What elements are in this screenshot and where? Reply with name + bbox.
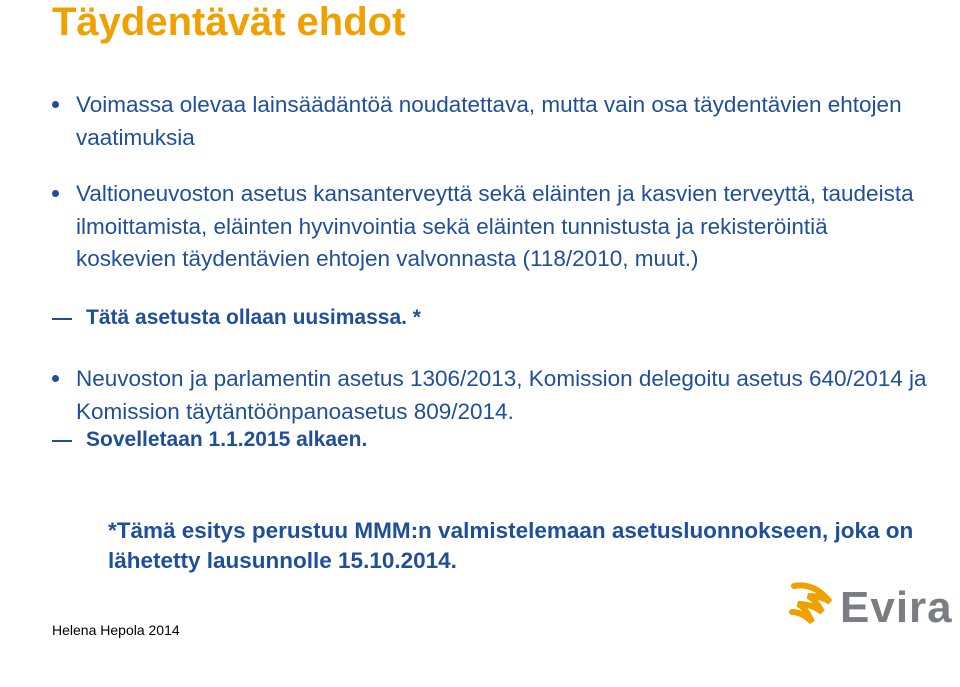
footer-author: Helena Hepola 2014: [52, 622, 180, 638]
sub-item-2: [52, 426, 872, 454]
bullet-1: [52, 89, 932, 154]
logo-wordmark: Evira: [840, 583, 953, 632]
sub-item-text: Sovelletaan 1.1.2015 alkaen.: [86, 428, 368, 451]
footnote-text: *Tämä esitys perustuu MMM:n valmistelemaan asetusluonnokseen, joka on lähetetty lausunnolle 15.10.2014.: [108, 518, 914, 573]
bullet-dot: [52, 101, 59, 108]
bullet-2: [52, 178, 932, 276]
bullet-text: Valtioneuvoston asetus kansanterveyttä sekä eläinten ja kasvien terveyttä, taudeista ilmoittamista, eläinten hyvinvointia sekä eläinten tunnistusta ja rekisteröintiä koskevien täydentävien ehtojen valvonnasta (118/2010, muut.): [76, 181, 914, 271]
sub-item-text: Tätä asetusta ollaan uusimassa. *: [86, 306, 421, 329]
dash-marker: [52, 440, 72, 442]
bullet-3: [52, 363, 932, 428]
bullet-text: Neuvoston ja parlamentin asetus 1306/2013, Komission delegoitu asetus 640/2014 ja Komission täytäntöönpanoasetus 809/2014.: [76, 366, 927, 424]
evira-logo: [788, 578, 960, 638]
sub-item-1: [52, 304, 872, 332]
bullet-dot: [52, 375, 59, 382]
dash-marker: [52, 318, 72, 320]
bullet-text: Voimassa olevaa lainsäädäntöä noudatettava, mutta vain osa täydentävien ehtojen vaatimuksia: [76, 92, 902, 150]
slide-title: Täydentävät ehdot: [52, 0, 406, 44]
bullet-dot: [52, 190, 59, 197]
evira-logo-icon: [788, 578, 848, 638]
